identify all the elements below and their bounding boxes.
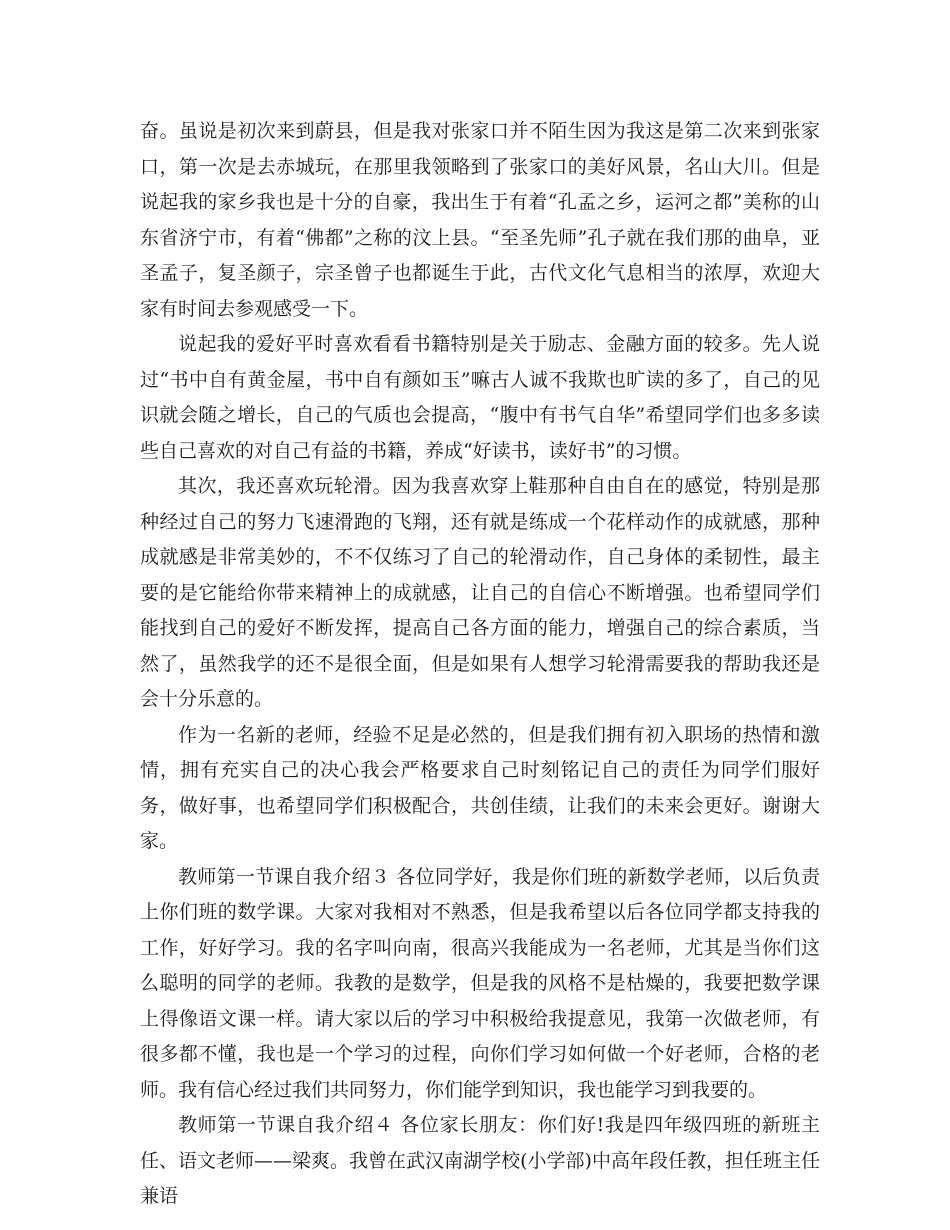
paragraph-intro-3: 教师第一节课自我介绍３ 各位同学好，我是你们班的新数学老师，以后负责上你们班的数学课。大家对我相对不熟悉，但是我希望以后各位同学都支持我的工作，好好学习。我的名字叫向南，很高兴我能成为一名老师，尤其是当你们这么聪明的同学的老师。我教的是数学，但是我的风格不是枯燥的，我要把数学课上得像语文课一样。请大家以后的学习中积极给我提意见，我第一次做老师，有很多都不懂，我也是一个学习的过程，向你们学习如何做一个好老师，合格的老师。我有信心经过我们共同努力，你们能学到知识，我也能学习到我要的。 bbox=[140, 865, 820, 1101]
paragraph-intro-4: 教师第一节课自我介绍４ 各位家长朋友：你们好!我是四年级四班的新班主任、语文老师——梁爽。我曾在武汉南湖学校(小学部)中高年段任教，担任班主任兼语 bbox=[140, 1114, 820, 1207]
document-page bbox=[140, 114, 820, 1215]
paragraph-new-teacher: 作为一名新的老师，经验不足是必然的，但是我们拥有初入职场的热情和激情，拥有充实自己的决心我会严格要求自己时刻铭记自己的责任为同学们服好务，做好事，也希望同学们积极配合，共创佳绩，让我们的未来会更好。谢谢大家。 bbox=[140, 723, 820, 852]
paragraph-hometown: 奋。虽说是初次来到蔚县，但是我对张家口并不陌生因为我这是第二次来到张家口，第一次是去赤城玩，在那里我领略到了张家口的美好风景，名山大川。但是说起我的家乡我也是十分的自豪，我出生于有着“孔孟之乡，运河之都”美称的山东省济宁市，有着“佛都”之称的汶上县。“至圣先师”孔子就在我们那的曲阜，亚圣孟子，复圣颜子，宗圣曾子也都诞生于此，古代文化气息相当的浓厚，欢迎大家有时间去参观感受一下。 bbox=[140, 120, 820, 320]
paragraph-reading-hobby: 说起我的爱好平时喜欢看看书籍特别是关于励志、金融方面的较多。先人说过“书中自有黄金屋，书中自有颜如玉”嘛古人诚不我欺也旷读的多了，自己的见识就会随之增长，自己的气质也会提高，“腹中有书气自华”希望同学们也多多读些自己喜欢的对自己有益的书籍，养成“好读书，读好书”的习惯。 bbox=[140, 333, 820, 462]
paragraph-skating-hobby: 其次，我还喜欢玩轮滑。因为我喜欢穿上鞋那种自由自在的感觉，特别是那种经过自己的努力飞速滑跑的飞翔，还有就是练成一个花样动作的成就感，那种成就感是非常美妙的，不不仅练习了自己的轮滑动作，自己身体的柔韧性，最主要的是它能给你带来精神上的成就感，让自己的自信心不断增强。也希望同学们能找到自己的爱好不断发挥，提高自己各方面的能力，增强自己的综合素质，当然了，虽然我学的还不是很全面，但是如果有人想学习轮滑需要我的帮助我还是会十分乐意的。 bbox=[140, 475, 820, 710]
